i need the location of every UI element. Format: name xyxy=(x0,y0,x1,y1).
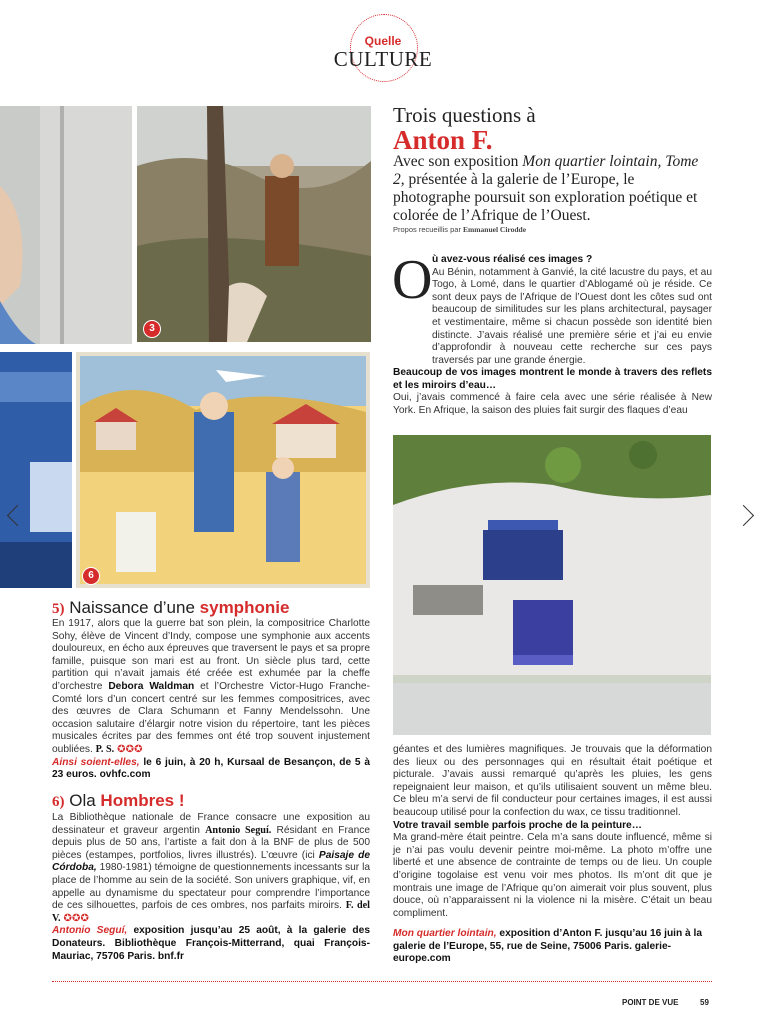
photo-portrait-image xyxy=(0,106,132,344)
answer-1: Au Bénin, notamment à Ganvié, la cité lacustre du pays, et au Togo, à Lomé, dans le quartier d’Ablogamé où je réside. Ce sont deux pays de l’Afrique de l’Ouest dont les côtes sud ont beaucoup de similitudes sur les plans architectural, paysager et vestimentaire, même si chacun possède son identité bien distincte. J’avais réalisé une première série et j’ai eu envie d’approfondir à nouveau cette recherche sur ces pays traversés par une grande énergie. xyxy=(432,266,712,366)
photo-3-image xyxy=(137,106,371,342)
magazine-name: POINT DE VUE xyxy=(622,998,679,1007)
rating-icon: ✪✪✪ xyxy=(117,743,143,755)
article-credit: Propos recueillis par Emmanuel Cirodde xyxy=(393,225,527,234)
photo-blue-crop xyxy=(0,352,72,588)
page-number: 59 xyxy=(700,998,709,1007)
question-2: Beaucoup de vos images montrent le monde à travers des reflets et les miroirs d’eau… xyxy=(393,367,712,391)
interview-a2-end-q3-a3 xyxy=(393,744,712,920)
interview-q2-a2-start xyxy=(393,367,712,417)
section-title: CULTURE xyxy=(333,47,433,71)
dropcap: O xyxy=(392,249,433,311)
section-kicker: Quelle xyxy=(364,34,402,48)
photo-3-couple xyxy=(137,106,371,342)
article-title: Anton F. xyxy=(393,125,493,155)
answer-2-end: géantes et des lumières magnifiques. Je trouvais que la déformation des lieux ou des personnages qui en résultait était poétique et picturale. J’avais aussi remarqué qu’après les pluies, les gens repeignaient leur maison, et qu’ils utilisaient souvent un même bleu. Ce bleu m’a servi de fil conducteur pour certaines images, il est aussi beaucoup utilisé pour la confection du wax, ce tissu traditionnel. xyxy=(393,744,712,818)
next-page-arrow-icon[interactable] xyxy=(733,505,754,526)
section-6-title: 6) Ola Hombres ! xyxy=(52,791,185,810)
photo-6-painting xyxy=(76,352,370,588)
section-6-text: La Bibliothèque nationale de France consacre une exposition au dessinateur et graveur argentin Antonio Seguí. Résidant en France depuis plus de 50 ans, l’artiste a fait don à la BNF de plus de 500 pièces (estampes, portfolios, livres illustrés). L’œuvre (ici Paisaje de Córdoba, 1980-1981) témoigne de questionnements incessants sur la place de l’homme au sein de la société. Son univers graphique, vif, en appelle au dynamisme du spectateur pour comprendre l’importance de ces silhouettes, parfois de ces ombres, nos parfaits miroirs. F. del V. ✪✪✪ Antonio Seguí, exposition jusqu’au 25 août, à la galerie des Donateurs. Bibliothèque François-Mitterrand, quai François-Mauriac, 75706 Paris. bnf.fr xyxy=(52,812,370,962)
photo-portrait-crop xyxy=(0,106,132,344)
photo-blue-image xyxy=(0,352,72,588)
photo-3-badge: 3 xyxy=(143,320,161,338)
question-3: Votre travail semble parfois proche de la peinture… xyxy=(393,819,642,831)
section-5-title: 5) Naissance d’une symphonie xyxy=(52,598,290,617)
question-1: ù avez-vous réalisé ces images ? xyxy=(432,254,593,265)
section-5-text: En 1917, alors que la guerre bat son plein, la compositrice Charlotte Sohy, élève de Vincent d’Indy, compose une symphonie aux accents douloureux, en écho aux épreuves que traversent le pays et sa propre famille, puisque son mari est au front. Un siècle plus tard, cette partition qui n’avait jamais été créée est exhumée par la cheffe d’orchestre Debora Waldman et l’Orchestre Victor-Hugo Franche-Comté lors d’un concert centré sur les femmes compositrices, avec des œuvres de Clara Schumann et Fanny Mendelssohn. Une occasion salutaire d’élargir notre vision du répertoire, tant les pièces musicales écrites par des femmes ont été trop souvent injustement oubliées. P. S. ✪✪✪ Ainsi soient-elles, le 6 juin, à 20 h, Kursaal de Besançon, de 5 à 23 euros. ovhfc.com xyxy=(52,618,370,781)
photo-reflection-image xyxy=(393,435,711,735)
rating-icon: ✪✪✪ xyxy=(63,912,90,924)
answer-3: Ma grand-mère était peintre. Cela m’a sans doute influencé, même si je n’ai pas voulu devenir peintre moi-même. La photo m’offre une liberté et une absence de contrainte de temps ou de lieu. Un couple d’origine togolaise est venu voir mes photos. Ils m’ont dit que je montrais une image de l’Afrique qu’on aimerait voir plus souvent, plus douce, où n’apparaissent ni la violence ni la misère. C’était un beau compliment. xyxy=(393,832,712,919)
article-info: Mon quartier lointain, exposition d’Anton F. jusqu’au 16 juin à la galerie de l’Europe, 55, rue de Seine, 75006 Paris. galerie-europe.com xyxy=(393,928,703,965)
photo-reflection xyxy=(393,435,711,735)
article-kicker: Trois questions à xyxy=(393,103,536,127)
answer-2-start: Oui, j’avais commencé à faire cela avec une série réalisée à New York. En Afrique, la saison des pluies fait surgir des flaques d’eau xyxy=(393,392,712,416)
interview-q1-a1 xyxy=(432,254,712,367)
article-lead: Avec son exposition Mon quartier lointain, Tome 2, présentée à la galerie de l’Europe, le photographe poursuit son exploration poétique et colorée de l’Afrique de l’Ouest. xyxy=(393,153,699,224)
photo-6-image xyxy=(76,352,370,588)
photo-6-badge: 6 xyxy=(82,567,100,585)
footer-divider xyxy=(52,981,712,982)
